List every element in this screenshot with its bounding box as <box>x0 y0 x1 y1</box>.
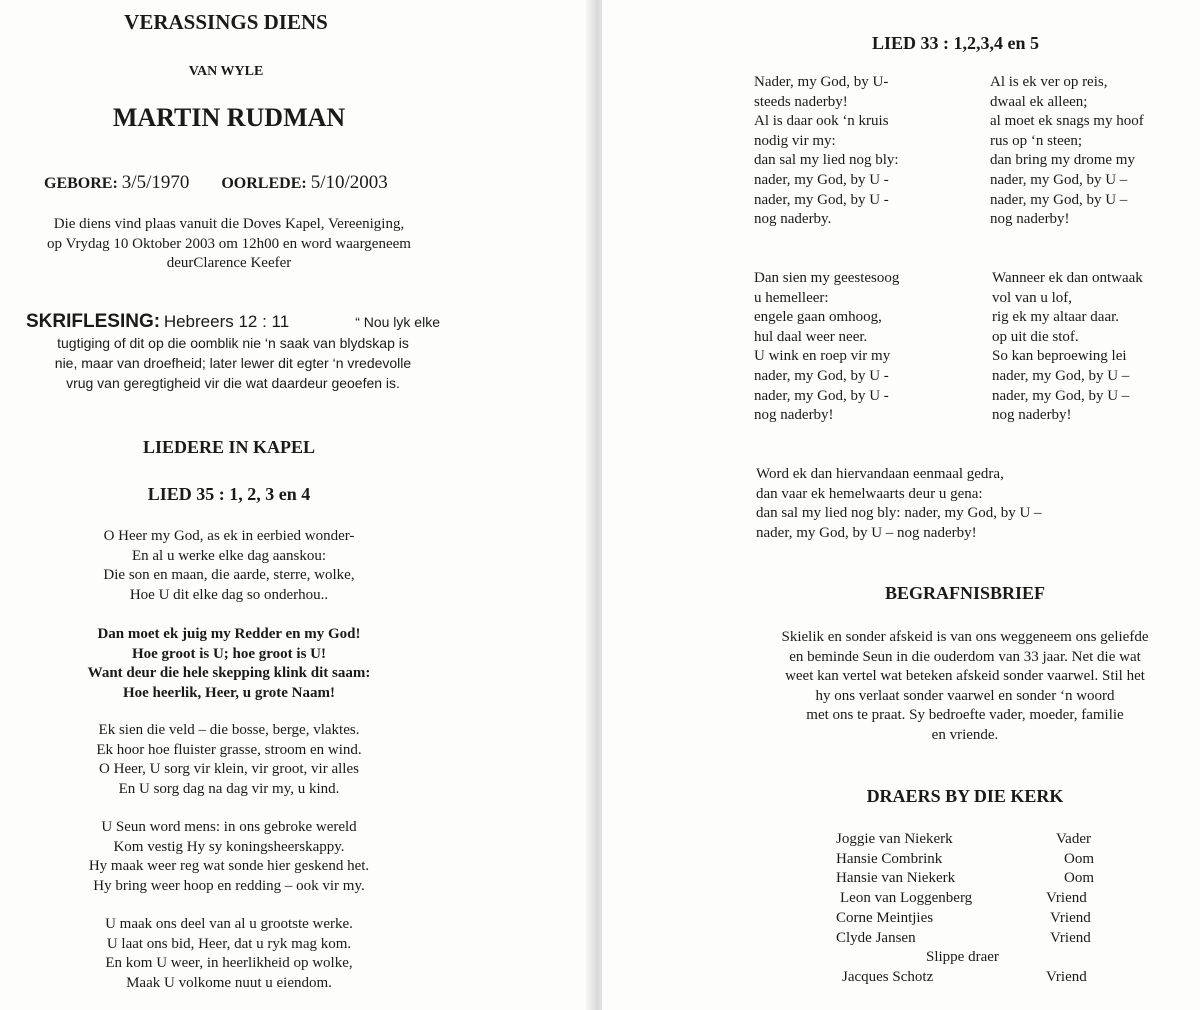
reading-label: SKRIFLESING: <box>26 311 161 332</box>
lyric-line: nader, my God, by U – nog naderby! <box>756 524 977 541</box>
hymn-35-stanza-3 <box>0 818 458 896</box>
bearer-relation: Vriend <box>1046 890 1087 906</box>
hymn-33-stanza-3 <box>754 269 899 426</box>
lyric-line: nog naderby. <box>754 211 832 228</box>
dates-line <box>44 172 388 194</box>
lyric-line: nog naderby! <box>990 211 1070 228</box>
lyric-line: Hy bring weer hoop en redding – ook vir my. <box>93 877 365 894</box>
letter-line: en beminde Seun in die ouderdom van 33 jaar. Net die wat <box>789 648 1141 665</box>
lyric-line: Kom vestig Hy sy koningsheerskappy. <box>113 838 345 855</box>
lyric-line: u hemelleer: <box>754 289 829 306</box>
lyric-line: U wink en roep vir my <box>754 348 891 365</box>
spare-bearer-label: Slippe draer <box>926 949 999 965</box>
bearer-relation: Oom <box>1064 851 1094 867</box>
hymn-35-stanza-1 <box>0 527 458 605</box>
bearer-relation: Vriend <box>1050 930 1091 946</box>
reading-line: “ Nou lyk elke <box>355 314 440 330</box>
hymn-33-stanza-1 <box>754 73 899 230</box>
lyric-line: U Seun word mens: in ons gebroke wereld <box>101 819 357 835</box>
lyric-line: O Heer my God, as ek in eerbied wonder- <box>103 528 355 544</box>
lyric-line: En U sorg dag na dag vir my, u kind. <box>118 780 340 797</box>
bearer-name: Hansie Combrink <box>836 851 943 867</box>
lyric-line: Word ek dan hiervandaan eenmaal gedra, <box>756 466 1004 482</box>
lyric-line: Ek sien die veld – die bosse, berge, vlaktes. <box>98 722 360 738</box>
lyric-line: rig ek my altaar daar. <box>992 309 1120 326</box>
lyric-line: Die son en maan, die aarde, sterre, wolke, <box>103 567 355 584</box>
lyric-line: So kan beproewing lei <box>992 348 1127 365</box>
lyric-line: nader, my God, by U – <box>990 191 1128 208</box>
lyric-line: U maak ons deel van al u grootste werke. <box>105 916 353 932</box>
bearer-name: Joggie van Niekerk <box>836 831 953 847</box>
left-page <box>0 0 590 1010</box>
lyric-line: Hoe U dit elke dag so onderhou.. <box>129 586 329 603</box>
hymn-33-stanza-5 <box>756 465 1042 543</box>
lyric-line: op uit die stof. <box>992 328 1079 345</box>
reading-reference: Hebreers 12 : 11 <box>163 312 290 331</box>
scripture-reading <box>26 312 440 393</box>
lyric-line: dan vaar ek hemelwaarts deur u gena: <box>756 485 983 502</box>
lyric-line: En kom U weer, in heerlikheid op wolke, <box>105 955 353 972</box>
bearer-name: Clyde Jansen <box>836 930 916 946</box>
hymn-35-stanza-4 <box>0 915 458 993</box>
lyric-line: Wanneer ek dan ontwaak <box>992 270 1143 286</box>
lyric-line: Dan moet ek juig my Redder en my God! <box>97 626 361 642</box>
service-title: VERASSINGS DIENS <box>124 10 328 34</box>
lyric-line: dan bring my drome my <box>990 152 1135 169</box>
lyric-line: Hoe heerlik, Heer, u grote Naam! <box>122 684 336 701</box>
letter-line: met ons te praat. Sy bedroefte vader, moeder, familie <box>806 707 1124 724</box>
bearer-relation: Vriend <box>1046 969 1087 985</box>
lyric-line: nader, my God, by U – <box>992 387 1130 404</box>
lyric-line: nodig vir my: <box>754 132 836 149</box>
lyric-line: steeds naderby! <box>754 93 848 110</box>
letter-line: weet kan vertel wat beteken afskeid sonder vaarwel. Stil het <box>785 668 1145 685</box>
lyric-line: Hoe groot is U; hoe groot is U! <box>131 645 326 662</box>
lyric-line: hul daal weer neer. <box>754 328 868 345</box>
service-line: Die diens vind plaas vanuit die Doves Kapel, Vereeniging, <box>53 216 405 232</box>
letter-line: en vriende. <box>931 726 999 743</box>
bearers-heading: DRAERS BY DIE KERK <box>866 786 1064 806</box>
letter-line: hy ons verlaat sonder vaarwel en sonder ‘n woord <box>815 687 1115 704</box>
lyric-line: Maak U volkome nuut u eiendom. <box>126 974 332 991</box>
bearer-relation: Vriend <box>1050 910 1091 926</box>
lyric-line: engele gaan omhoog, <box>754 309 882 326</box>
service-line: op Vrydag 10 Oktober 2003 om 12h00 en word waargeneem <box>47 235 411 252</box>
service-details <box>0 215 458 274</box>
right-page <box>602 0 1200 1010</box>
lyric-line: Want deur die hele skepping klink dit saam: <box>87 665 371 682</box>
letter-line: Skielik en sonder afskeid is van ons weggeneem ons geliefde <box>781 629 1149 645</box>
hymn-35-refrain <box>0 625 458 703</box>
funeral-letter <box>732 628 1198 746</box>
lyric-line: nader, my God, by U - <box>754 387 889 404</box>
lyric-line: Hy maak weer reg wat sonde hier geskend het. <box>88 858 370 875</box>
lyric-line: dwaal ek alleen; <box>990 93 1088 110</box>
lyric-line: nader, my God, by U - <box>754 191 889 208</box>
lyric-line: nog naderby! <box>992 407 1072 424</box>
hymn-35-stanza-2 <box>0 721 458 799</box>
bearer-name: Leon van Loggenberg <box>840 890 973 906</box>
lyric-line: En al u werke elke dag aanskou: <box>131 547 327 564</box>
lyric-line: rus op ‘n steen; <box>990 132 1083 149</box>
bearer-name: Corne Meintjies <box>836 910 934 926</box>
hymn-33-title: LIED 33 : 1,2,3,4 en 5 <box>872 33 1040 53</box>
reading-line: vrug van geregtigheid vir die wat daardeur geoefen is. <box>66 375 400 391</box>
lyric-line: U laat ons bid, Heer, dat u ryk mag kom. <box>106 935 352 952</box>
lyric-line: O Heer, U sorg vir klein, vir groot, vir alles <box>99 761 359 778</box>
bearer-name: Hansie van Niekerk <box>836 870 956 886</box>
reading-line: nie, maar van droefheid; later lewer dit egter ‘n vredevolle <box>54 355 412 371</box>
funeral-letter-heading: BEGRAFNISBRIEF <box>884 583 1046 603</box>
lyric-line: Ek hoor hoe fluister grasse, stroom en wind. <box>96 741 362 758</box>
hymn-33-stanza-4 <box>992 269 1143 426</box>
lyric-line: Al is daar ook ‘n kruis <box>754 113 889 130</box>
lyric-line: dan sal my lied nog bly: nader, my God, by U – <box>756 505 1042 522</box>
lyric-line: nader, my God, by U - <box>754 171 889 188</box>
hymn-35-title: LIED 35 : 1, 2, 3 en 4 <box>147 484 311 504</box>
service-line: deurClarence Keefer <box>166 255 292 272</box>
bearer-relation: Vader <box>1056 831 1091 847</box>
lyric-line: vol van u lof, <box>992 289 1072 306</box>
born-date: 3/5/1970 <box>121 172 190 193</box>
van-wyle: VAN WYLE <box>188 64 264 79</box>
lyric-line: Dan sien my geestesoog <box>754 270 900 286</box>
lyric-line: al moet ek snags my hoof <box>990 113 1144 130</box>
lyric-line: nader, my God, by U – <box>990 171 1128 188</box>
lyric-line: nader, my God, by U - <box>754 367 889 384</box>
died-date: 5/10/2003 <box>310 172 388 193</box>
died-label: OORLEDE: <box>221 175 307 192</box>
born-label: GEBORE: <box>44 175 118 192</box>
bearer-name: Jacques Schotz <box>842 969 934 985</box>
bearer-relation: Oom <box>1064 870 1094 886</box>
lyric-line: nader, my God, by U – <box>992 367 1130 384</box>
deceased-name: MARTIN RUDMAN <box>112 103 346 132</box>
lyric-line: dan sal my lied nog bly: <box>754 152 899 169</box>
hymns-heading: LIEDERE IN KAPEL <box>142 437 316 457</box>
lyric-line: Al is ek ver op reis, <box>990 74 1108 90</box>
lyric-line: Nader, my God, by U- <box>754 74 889 90</box>
hymn-33-stanza-2 <box>990 73 1144 230</box>
lyric-line: nog naderby! <box>754 407 834 424</box>
reading-line: tugtiging of dit op die oomblik nie ‘n saak van blydskap is <box>57 335 409 351</box>
